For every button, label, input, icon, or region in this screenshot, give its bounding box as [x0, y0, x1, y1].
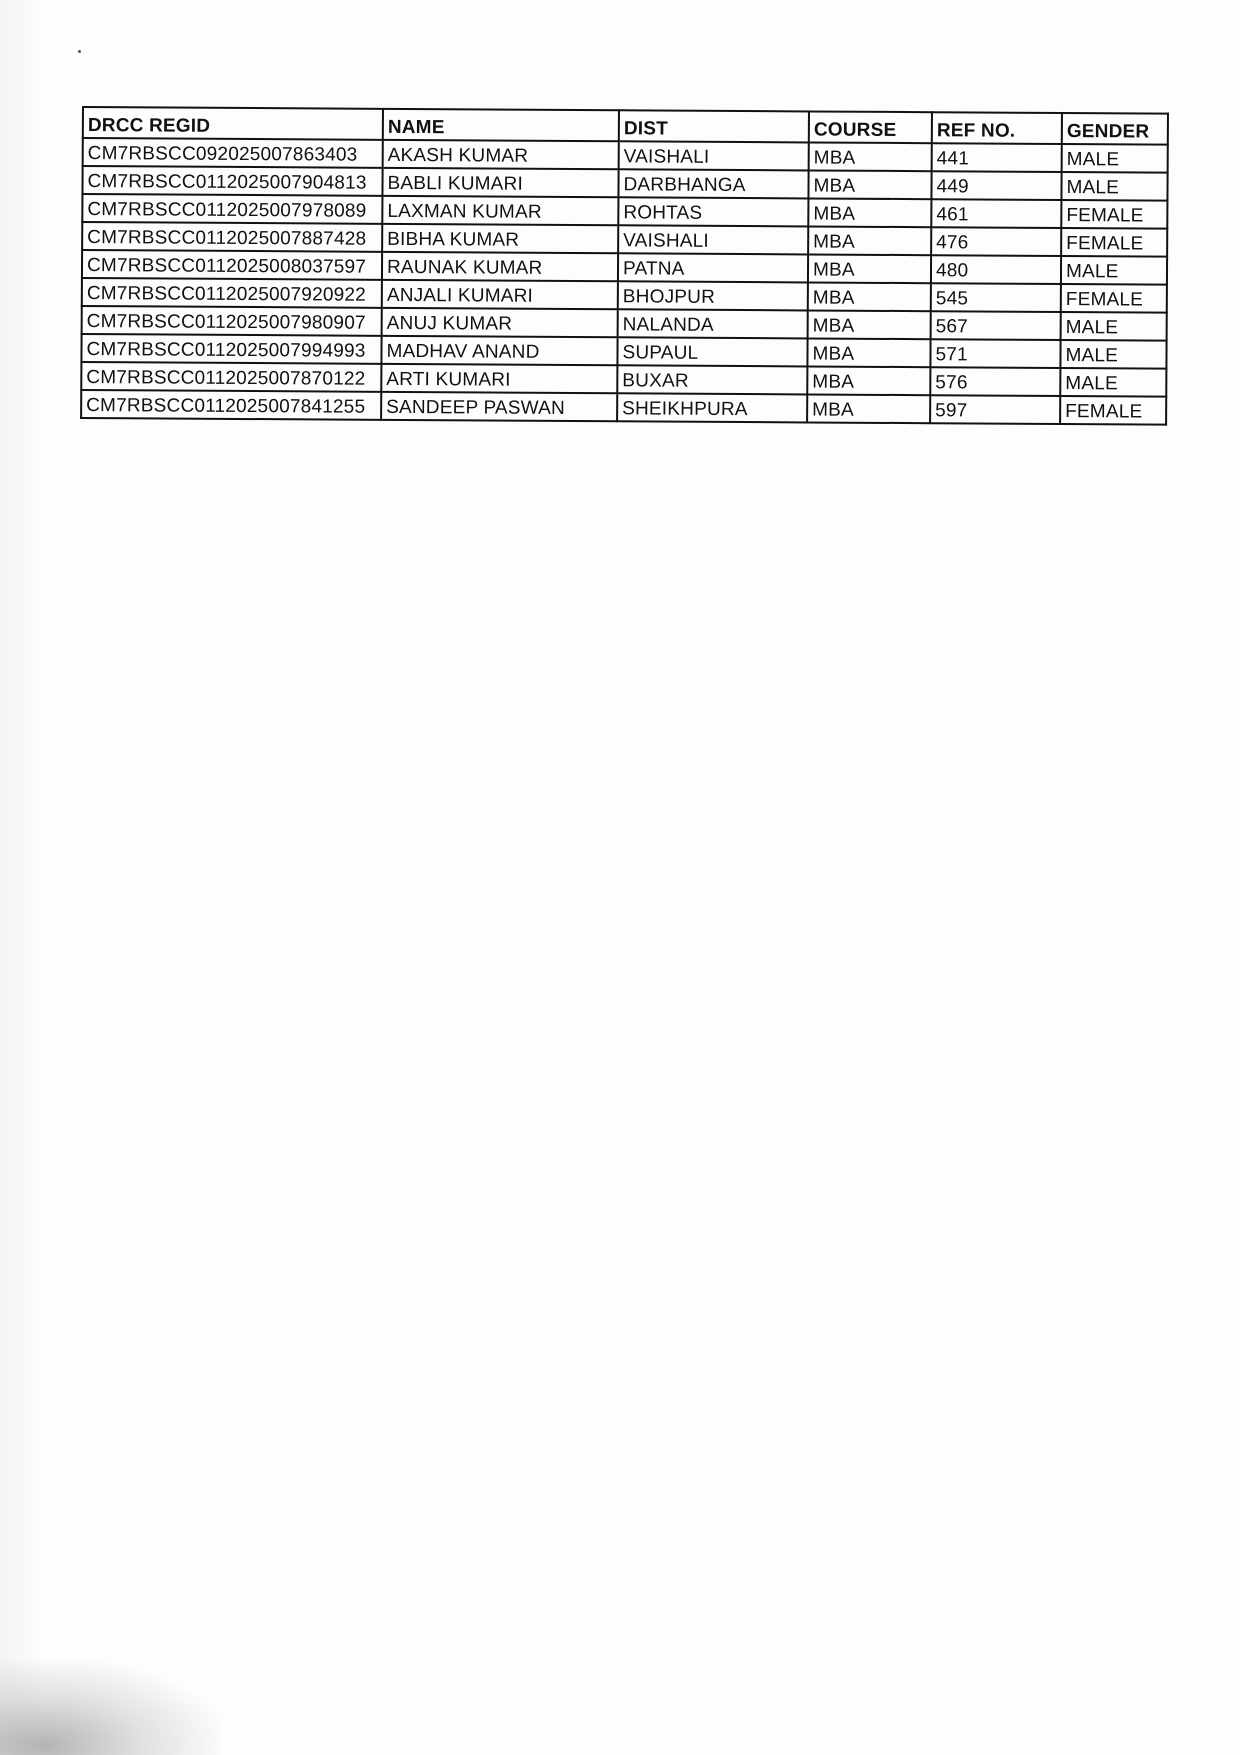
cell-dist: NALANDA [618, 309, 808, 338]
header-drcc-regid: DRCC REGID [83, 107, 383, 140]
cell-name: ARTI KUMARI [381, 364, 617, 393]
cell-regid: CM7RBSCC092025007863403 [83, 138, 383, 168]
cell-dist: SHEIKHPURA [617, 393, 807, 422]
cell-dist: BHOJPUR [618, 281, 808, 310]
scan-edge-shadow [0, 0, 40, 1755]
cell-ref-no: 567 [931, 311, 1061, 340]
header-gender: GENDER [1062, 113, 1168, 145]
cell-gender: MALE [1060, 340, 1166, 369]
cell-ref-no: 576 [930, 367, 1060, 396]
cell-gender: FEMALE [1061, 228, 1167, 257]
cell-course: MBA [809, 142, 932, 171]
cell-course: MBA [808, 254, 931, 283]
cell-dist: BUXAR [617, 365, 807, 394]
scan-smudge [0, 1660, 220, 1755]
cell-course: MBA [808, 226, 931, 255]
header-dist: DIST [619, 110, 809, 142]
cell-regid: CM7RBSCC0112025007887428 [82, 222, 382, 252]
cell-gender: MALE [1062, 144, 1168, 173]
header-name: NAME [383, 109, 619, 141]
cell-name: BABLI KUMARI [382, 168, 618, 197]
cell-gender: FEMALE [1061, 284, 1167, 313]
cell-dist: VAISHALI [618, 225, 808, 254]
cell-course: MBA [808, 170, 931, 199]
cell-dist: DARBHANGA [618, 169, 808, 198]
cell-ref-no: 545 [931, 283, 1061, 312]
cell-name: AKASH KUMAR [383, 140, 619, 169]
header-ref-no: REF NO. [932, 112, 1062, 144]
scan-speck [78, 50, 81, 53]
cell-name: MADHAV ANAND [381, 336, 617, 365]
cell-course: MBA [808, 282, 931, 311]
cell-regid: CM7RBSCC0112025007904813 [82, 166, 382, 196]
cell-ref-no: 480 [931, 255, 1061, 284]
cell-gender: MALE [1060, 368, 1166, 397]
cell-regid: CM7RBSCC0112025007980907 [82, 306, 382, 336]
cell-course: MBA [808, 198, 931, 227]
cell-ref-no: 597 [930, 395, 1060, 424]
cell-gender: MALE [1061, 312, 1167, 341]
cell-name: ANJALI KUMARI [382, 280, 618, 309]
cell-dist: PATNA [618, 253, 808, 282]
cell-regid: CM7RBSCC0112025008037597 [82, 250, 382, 280]
cell-regid: CM7RBSCC0112025007870122 [81, 362, 381, 392]
cell-ref-no: 449 [931, 171, 1061, 200]
table-body [81, 138, 1168, 425]
cell-name: SANDEEP PASWAN [381, 392, 617, 421]
cell-name: RAUNAK KUMAR [382, 252, 618, 281]
cell-course: MBA [807, 366, 930, 395]
cell-ref-no: 571 [930, 339, 1060, 368]
cell-gender: FEMALE [1061, 200, 1167, 229]
cell-course: MBA [807, 394, 930, 423]
header-course: COURSE [809, 111, 932, 143]
cell-dist: VAISHALI [619, 141, 809, 170]
table-row [81, 390, 1166, 425]
cell-gender: FEMALE [1060, 396, 1166, 425]
cell-gender: MALE [1061, 172, 1167, 201]
cell-dist: ROHTAS [618, 197, 808, 226]
cell-ref-no: 476 [931, 227, 1061, 256]
cell-dist: SUPAUL [617, 337, 807, 366]
cell-name: ANUJ KUMAR [382, 308, 618, 337]
cell-ref-no: 461 [931, 199, 1061, 228]
cell-regid: CM7RBSCC0112025007994993 [81, 334, 381, 364]
cell-name: BIBHA KUMAR [382, 224, 618, 253]
cell-course: MBA [807, 338, 930, 367]
cell-ref-no: 441 [932, 143, 1062, 172]
cell-regid: CM7RBSCC0112025007920922 [82, 278, 382, 308]
cell-regid: CM7RBSCC0112025007978089 [82, 194, 382, 224]
registration-table [80, 106, 1169, 426]
cell-gender: MALE [1061, 256, 1167, 285]
cell-name: LAXMAN KUMAR [382, 196, 618, 225]
cell-regid: CM7RBSCC0112025007841255 [81, 390, 381, 420]
cell-course: MBA [808, 310, 931, 339]
